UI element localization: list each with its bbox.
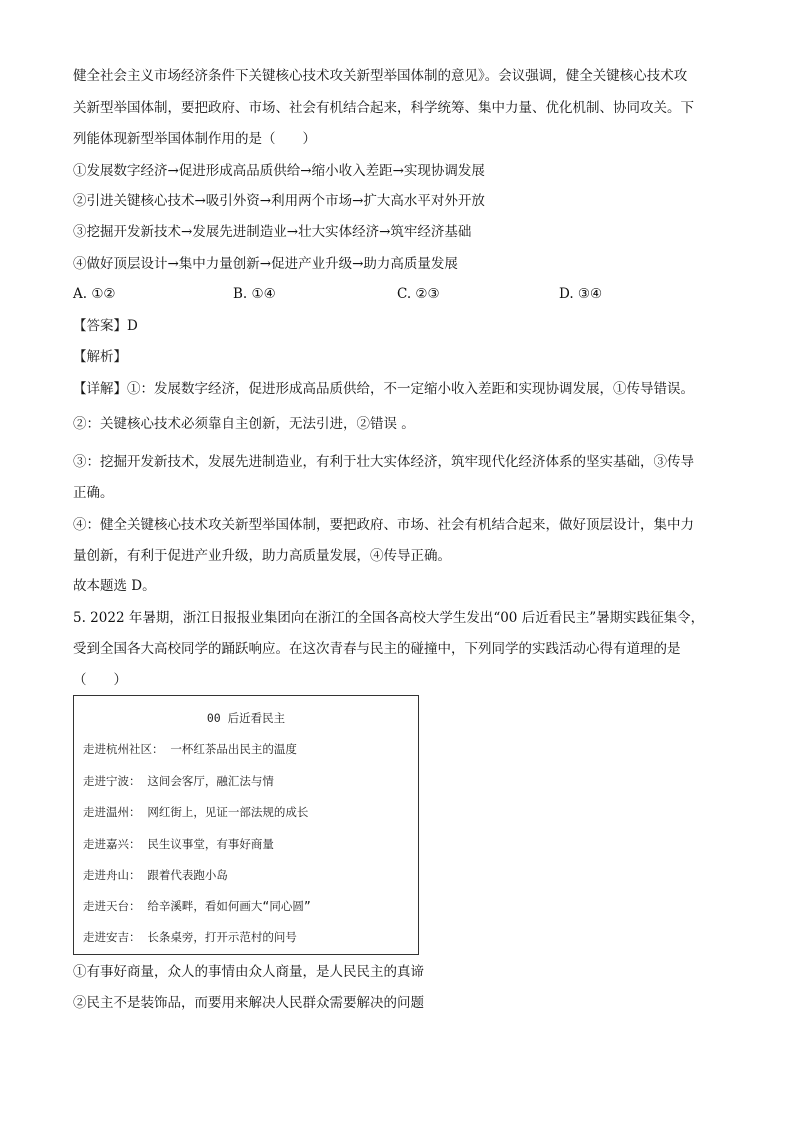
analysis-label: 【解析】 xyxy=(73,349,127,365)
analysis-line-3: ③：挖掘开发新技术，发展先进制造业，有利于壮大实体经济，筑牢现代化经济体系的坚实基础，③传导 xyxy=(73,454,694,470)
q4-stem-line-2: 关新型举国体制，要把政府、市场、社会有机结合起来，科学统筹、集中力量、优化机制、协同攻关。下 xyxy=(73,100,694,116)
material-box-item: 走进天台： 给辛溪畔，看如何画大“同心圆” xyxy=(83,899,311,913)
q5-statement-1: ①有事好商量，众人的事情由众人商量，是人民民主的真谛 xyxy=(73,964,424,980)
material-box-item: 走进杭州社区： 一杯红茶品出民主的温度 xyxy=(83,742,297,756)
analysis-line-4: 正确。 xyxy=(73,485,114,501)
option-a: A. ①② xyxy=(73,286,116,302)
option-b: B. ①④ xyxy=(233,286,276,302)
material-box-item: 走进宁波： 这间会客厅，融汇法与情 xyxy=(83,774,274,788)
analysis-line-2: ②：关键核心技术必须靠自主创新，无法引进，②错误 。 xyxy=(73,416,415,432)
analysis-line-1: 【详解】①：发展数字经济，促进形成高品质供给，不一定缩小收入差距和实现协调发展，①传导错误。 xyxy=(73,381,694,397)
option-c: C. ②③ xyxy=(397,286,440,302)
q4-statement-3: ③挖掘开发新技术→发展先进制造业→壮大实体经济→筑牢经济基础 xyxy=(73,224,472,240)
answer-label: 【答案】D xyxy=(73,318,138,334)
material-box xyxy=(73,695,419,955)
q5-stem-line-3: （ ） xyxy=(73,672,127,688)
material-box-title: 00 后近看民主 xyxy=(206,711,286,725)
q4-statement-1: ①发展数字经济→促进形成高品质供给→缩小收入差距→实现协调发展 xyxy=(73,163,485,179)
q5-stem-line-2: 受到全国各大高校同学的踊跃响应。在这次青春与民主的碰撞中，下列同学的实践活动心得有道理的是 xyxy=(73,641,681,657)
analysis-line-6: 量创新，有利于促进产业升级，助力高质量发展，④传导正确。 xyxy=(73,548,451,564)
q4-stem-line-3: 列能体现新型举国体制作用的是（ ） xyxy=(73,131,316,147)
option-d: D. ③④ xyxy=(559,286,603,302)
q5-stem-line-1: 5. 2022 年暑期，浙江日报报业集团向在浙江的全国各高校大学生发出“00 后近看民主”暑期实践征集令， xyxy=(73,610,705,626)
material-box-item: 走进安吉： 长条桌旁，打开示范村的问号 xyxy=(83,930,297,944)
analysis-line-7: 故本题选 D。 xyxy=(73,578,156,594)
q5-statement-2: ②民主不是装饰品，而要用来解决人民群众需要解决的问题 xyxy=(73,995,424,1011)
material-box-item: 走进嘉兴： 民生议事堂，有事好商量 xyxy=(83,837,274,851)
q4-options xyxy=(73,284,733,304)
q4-statement-2: ②引进关键核心技术→吸引外资→利用两个市场→扩大高水平对外开放 xyxy=(73,193,485,209)
q4-stem-line-1: 健全社会主义市场经济条件下关键核心技术攻关新型举国体制的意见》。会议强调，健全关键核心技术攻 xyxy=(73,68,688,84)
material-box-item: 走进温州： 网红街上，见证一部法规的成长 xyxy=(83,805,309,819)
q4-statement-4: ④做好顶层设计→集中力量创新→促进产业升级→助力高质量发展 xyxy=(73,256,458,272)
material-box-item: 走进舟山： 跟着代表跑小岛 xyxy=(83,868,228,882)
analysis-line-5: ④：健全关键核心技术攻关新型举国体制，要把政府、市场、社会有机结合起来，做好顶层设计，集中力 xyxy=(73,517,694,533)
